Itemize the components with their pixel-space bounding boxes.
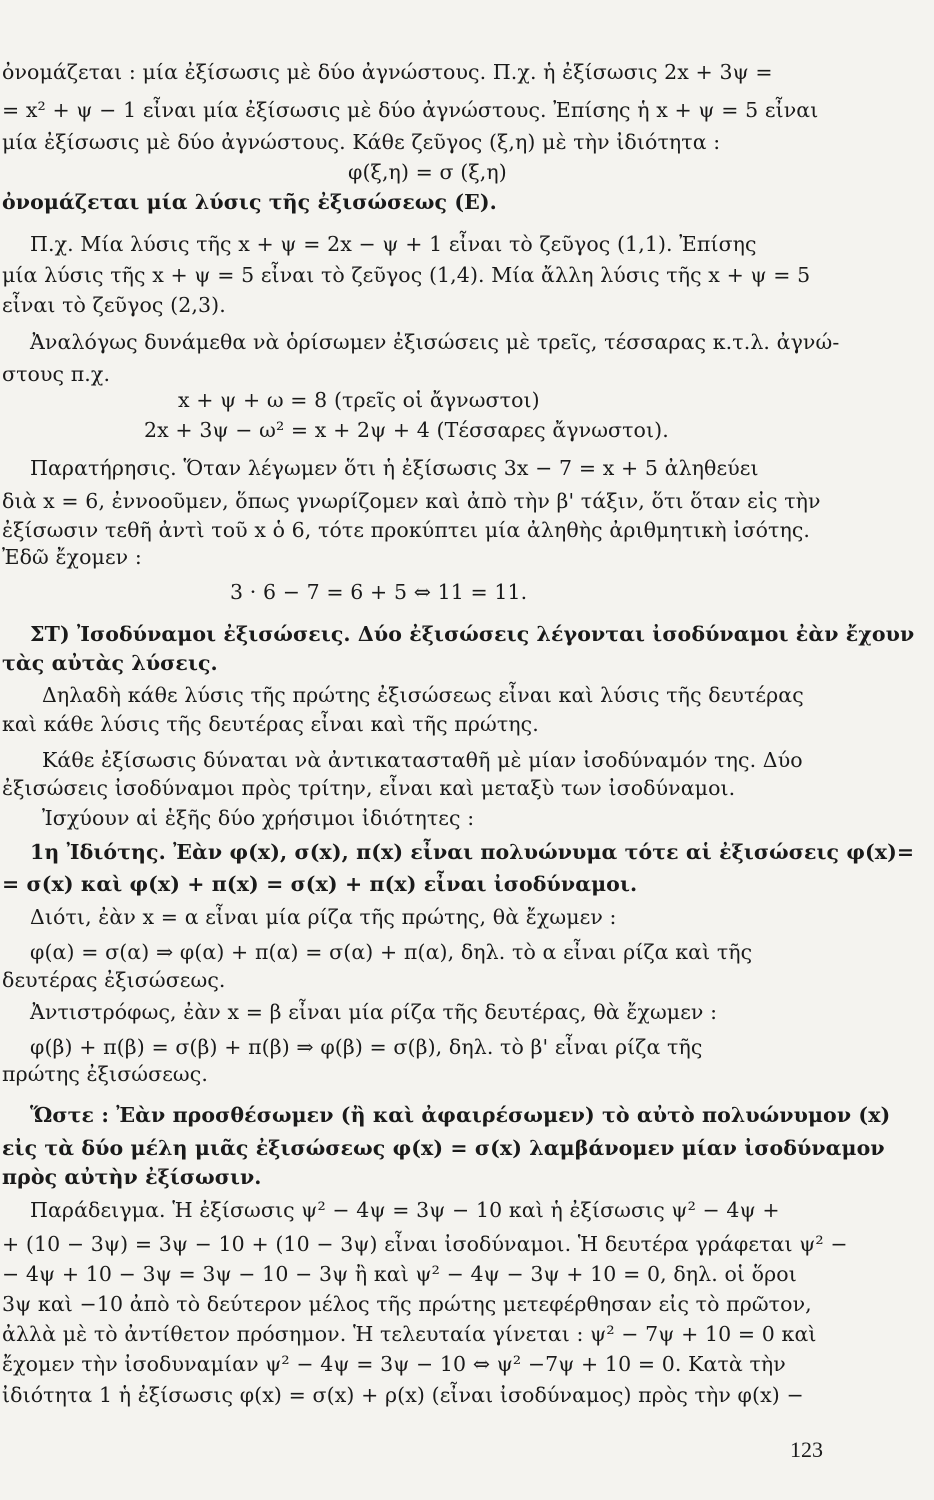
remark-line: Παρατήρησις. Ὅταν λέγωμεν ὅτι ἡ ἐξίσωσις 3x − 7 = x + 5 ἀληθεύει (30, 456, 759, 480)
text-line: + (10 − 3ψ) = 3ψ − 10 + (10 − 3ψ) εἶναι ἰσοδύναμοι. Ἡ δευτέρα γράφεται ψ² − (2, 1232, 848, 1256)
text-line: ὀνομάζεται μία λύσις τῆς ἐξισώσεως (Ε). (2, 190, 497, 214)
text-line: Διότι, ἐὰν x = α εἶναι μία ρίζα τῆς πρώτης, θὰ ἔχωμεν : (30, 905, 617, 929)
text-line: Ἀναλόγως δυνάμεθα νὰ ὁρίσωμεν ἐξισώσεις μὲ τρεῖς, τέσσαρας κ.τ.λ. ἀγνώ- (30, 330, 840, 354)
text-line: 3ψ καὶ −10 ἀπὸ τὸ δεύτερον μέλος τῆς πρώτης μετεφέρθησαν εἰς τὸ πρῶτον, (2, 1292, 812, 1316)
text-line: ἀλλὰ μὲ τὸ ἀντίθετον πρόσημον. Ἡ τελευταία γίνεται : ψ² − 7ψ + 10 = 0 καὶ (2, 1322, 817, 1346)
text-line: εἶναι τὸ ζεῦγος (2,3). (2, 293, 226, 317)
text-line: φ(β) + π(β) = σ(β) + π(β) ⇒ φ(β) = σ(β), δηλ. τὸ β' εἶναι ρίζα τῆς (30, 1035, 703, 1059)
text-line: ἔχομεν τὴν ἰσοδυναμίαν ψ² − 4ψ = 3ψ − 10 ⇔ ψ² −7ψ + 10 = 0. Κατὰ τὴν (2, 1352, 786, 1376)
property-heading: 1η Ἰδιότης. Ἐὰν φ(x), σ(x), π(x) εἶναι πολυώνυμα τότε αἱ ἐξισώσεις φ(x)= (30, 840, 915, 864)
text-line: πρώτης ἐξισώσεως. (2, 1062, 208, 1086)
text-line: Ἀντιστρόφως, ἐὰν x = β εἶναι μία ρίζα τῆς δευτέρας, θὰ ἔχωμεν : (30, 1000, 718, 1024)
text-line: εἰς τὰ δύο μέλη μιᾶς ἐξισώσεως φ(x) = σ(x) λαμβάνομεν μίαν ἰσοδύναμον (2, 1136, 885, 1160)
text-line: Π.χ. Μία λύσις τῆς x + ψ = 2x − ψ + 1 εἶναι τὸ ζεῦγος (1,1). Ἐπίσης (30, 232, 757, 256)
text-line: Ἐδῶ ἔχομεν : (2, 545, 142, 569)
equation: φ(ξ,η) = σ (ξ,η) (348, 160, 507, 184)
text-line: μία λύσις τῆς x + ψ = 5 εἶναι τὸ ζεῦγος (1,4). Μία ἄλλη λύσις τῆς x + ψ = 5 (2, 263, 811, 287)
text-line: Δηλαδὴ κάθε λύσις τῆς πρώτης ἐξισώσεως εἶναι καὶ λύσις τῆς δευτέρας (42, 683, 804, 707)
text-line: μία ἐξίσωσις μὲ δύο ἀγνώστους. Κάθε ζεῦγος (ξ,η) μὲ τὴν ἰδιότητα : (2, 130, 721, 154)
text-line: = x² + ψ − 1 εἶναι μία ἐξίσωσις μὲ δύο ἀγνώστους. Ἐπίσης ἡ x + ψ = 5 εἶναι (2, 98, 819, 122)
conclusion-line: Ὥστε : Ἐὰν προσθέσωμεν (ἢ καὶ ἀφαιρέσωμεν) τὸ αὐτὸ πολυώνυμον (x) (30, 1103, 891, 1127)
equation: x + ψ + ω = 8 (τρεῖς οἱ ἄγνωστοι) (178, 388, 540, 412)
text-line: Κάθε ἐξίσωσις δύναται νὰ ἀντικατασταθῆ μὲ μίαν ἰσοδύναμόν της. Δύο (42, 748, 803, 772)
text-line: ἐξίσωσιν τεθῆ ἀντὶ τοῦ x ὁ 6, τότε προκύπτει μία ἀληθὴς ἀριθμητικὴ ἰσότης. (2, 518, 811, 542)
text-line: ὀνομάζεται : μία ἐξίσωσις μὲ δύο ἀγνώστους. Π.χ. ἡ ἐξίσωσις 2x + 3ψ = (2, 60, 773, 84)
section-heading: ΣΤ) Ἰσοδύναμοι ἐξισώσεις. Δύο ἐξισώσεις λέγονται ἰσοδύναμοι ἐὰν ἔχουν (30, 622, 915, 646)
equation: 2x + 3ψ − ω² = x + 2ψ + 4 (Τέσσαρες ἄγνωστοι). (144, 418, 669, 442)
text-line: ἐξισώσεις ἰσοδύναμοι πρὸς τρίτην, εἶναι καὶ μεταξὺ των ἰσοδύναμοι. (2, 776, 736, 800)
example-line: Παράδειγμα. Ἡ ἐξίσωσις ψ² − 4ψ = 3ψ − 10 καὶ ἡ ἐξίσωσις ψ² − 4ψ + (30, 1198, 780, 1222)
text-line: στους π.χ. (2, 362, 111, 386)
text-line: πρὸς αὐτὴν ἐξίσωσιν. (2, 1165, 262, 1189)
equation: 3 · 6 − 7 = 6 + 5 ⇔ 11 = 11. (230, 580, 528, 604)
text-line: ἰδιότητα 1 ἡ ἐξίσωσις φ(x) = σ(x) + ρ(x) (εἶναι ἰσοδύναμος) πρὸς τὴν φ(x) − (2, 1383, 804, 1407)
text-line: = σ(x) καὶ φ(x) + π(x) = σ(x) + π(x) εἶναι ἰσοδύναμοι. (2, 872, 638, 896)
text-line: Ἰσχύουν αἱ ἑξῆς δύο χρήσιμοι ἰδιότητες : (42, 806, 475, 830)
text-line: δευτέρας ἐξισώσεως. (2, 968, 226, 992)
text-line: καὶ κάθε λύσις τῆς δευτέρας εἶναι καὶ τῆς πρώτης. (2, 712, 539, 736)
text-line: φ(α) = σ(α) ⇒ φ(α) + π(α) = σ(α) + π(α), δηλ. τὸ α εἶναι ρίζα καὶ τῆς (30, 940, 753, 964)
text-line: διὰ x = 6, ἐννοοῦμεν, ὅπως γνωρίζομεν καὶ ἀπὸ τὴν β' τάξιν, ὅτι ὅταν εἰς τὴν (2, 489, 821, 513)
text-line: − 4ψ + 10 − 3ψ = 3ψ − 10 − 3ψ ἢ καὶ ψ² − 4ψ − 3ψ + 10 = 0, δηλ. οἱ ὅροι (2, 1262, 797, 1286)
text-line: τὰς αὐτὰς λύσεις. (2, 651, 218, 675)
page-number: 123 (790, 1437, 823, 1462)
